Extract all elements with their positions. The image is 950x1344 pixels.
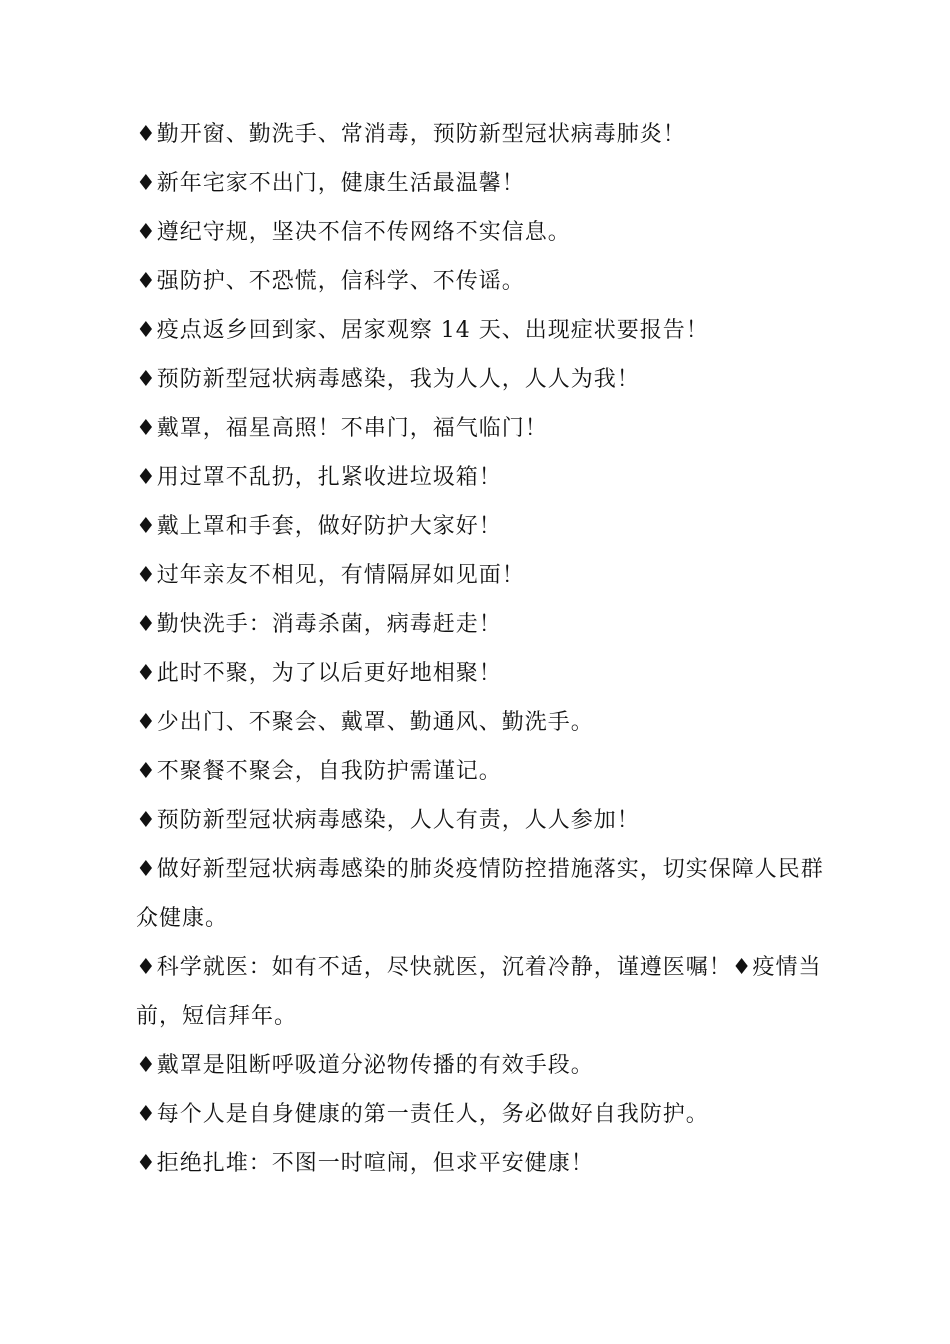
slogan-line-8: ♦用过罩不乱扔，扎紧收进垃圾箱！ [136, 465, 502, 490]
slogan-line-4: ♦强防护、不恐慌，信科学、不传谣。 [136, 269, 525, 294]
slogan-line-13: ♦少出门、不聚会、戴罩、勤通风、勤洗手。 [136, 710, 594, 735]
slogan-line-18: ♦戴罩是阻断呼吸道分泌物传播的有效手段。 [136, 1053, 594, 1078]
slogan-line-16: ♦做好新型冠状病毒感染的肺炎疫情防控措施落实，切实保障人民群众健康。 [136, 857, 824, 931]
slogan-line-15: ♦预防新型冠状病毒感染，人人有责，人人参加！ [136, 808, 640, 833]
slogan-line-14: ♦不聚餐不聚会，自我防护需谨记。 [136, 759, 502, 784]
slogan-line-3: ♦遵纪守规，坚决不信不传网络不实信息。 [136, 220, 571, 245]
slogan-line-10: ♦过年亲友不相见，有情隔屏如见面！ [136, 563, 525, 588]
slogan-line-7: ♦戴罩，福星高照！不串门，福气临门！ [136, 416, 548, 441]
slogan-line-9: ♦戴上罩和手套，做好防护大家好！ [136, 514, 502, 539]
slogan-line-1: ♦勤开窗、勤洗手、常消毒，预防新型冠状病毒肺炎！ [136, 122, 686, 147]
slogan-line-6: ♦预防新型冠状病毒感染，我为人人，人人为我！ [136, 367, 640, 392]
slogan-line-12: ♦此时不聚，为了以后更好地相聚！ [136, 661, 502, 686]
document-body [136, 110, 826, 1188]
slogan-line-2: ♦新年宅家不出门，健康生活最温馨！ [136, 171, 525, 196]
slogan-line-20: ♦拒绝扎堆：不图一时喧闹，但求平安健康！ [136, 1151, 594, 1176]
slogan-line-17: ♦科学就医：如有不适，尽快就医，沉着冷静，谨遵医嘱！♦疫情当前，短信拜年。 [136, 955, 822, 1029]
slogan-line-5: ♦疫点返乡回到家、居家观察 14 天、出现症状要报告！ [136, 318, 709, 343]
slogan-line-19: ♦每个人是自身健康的第一责任人，务必做好自我防护。 [136, 1102, 709, 1127]
slogan-line-11: ♦勤快洗手：消毒杀菌，病毒赶走！ [136, 612, 502, 637]
